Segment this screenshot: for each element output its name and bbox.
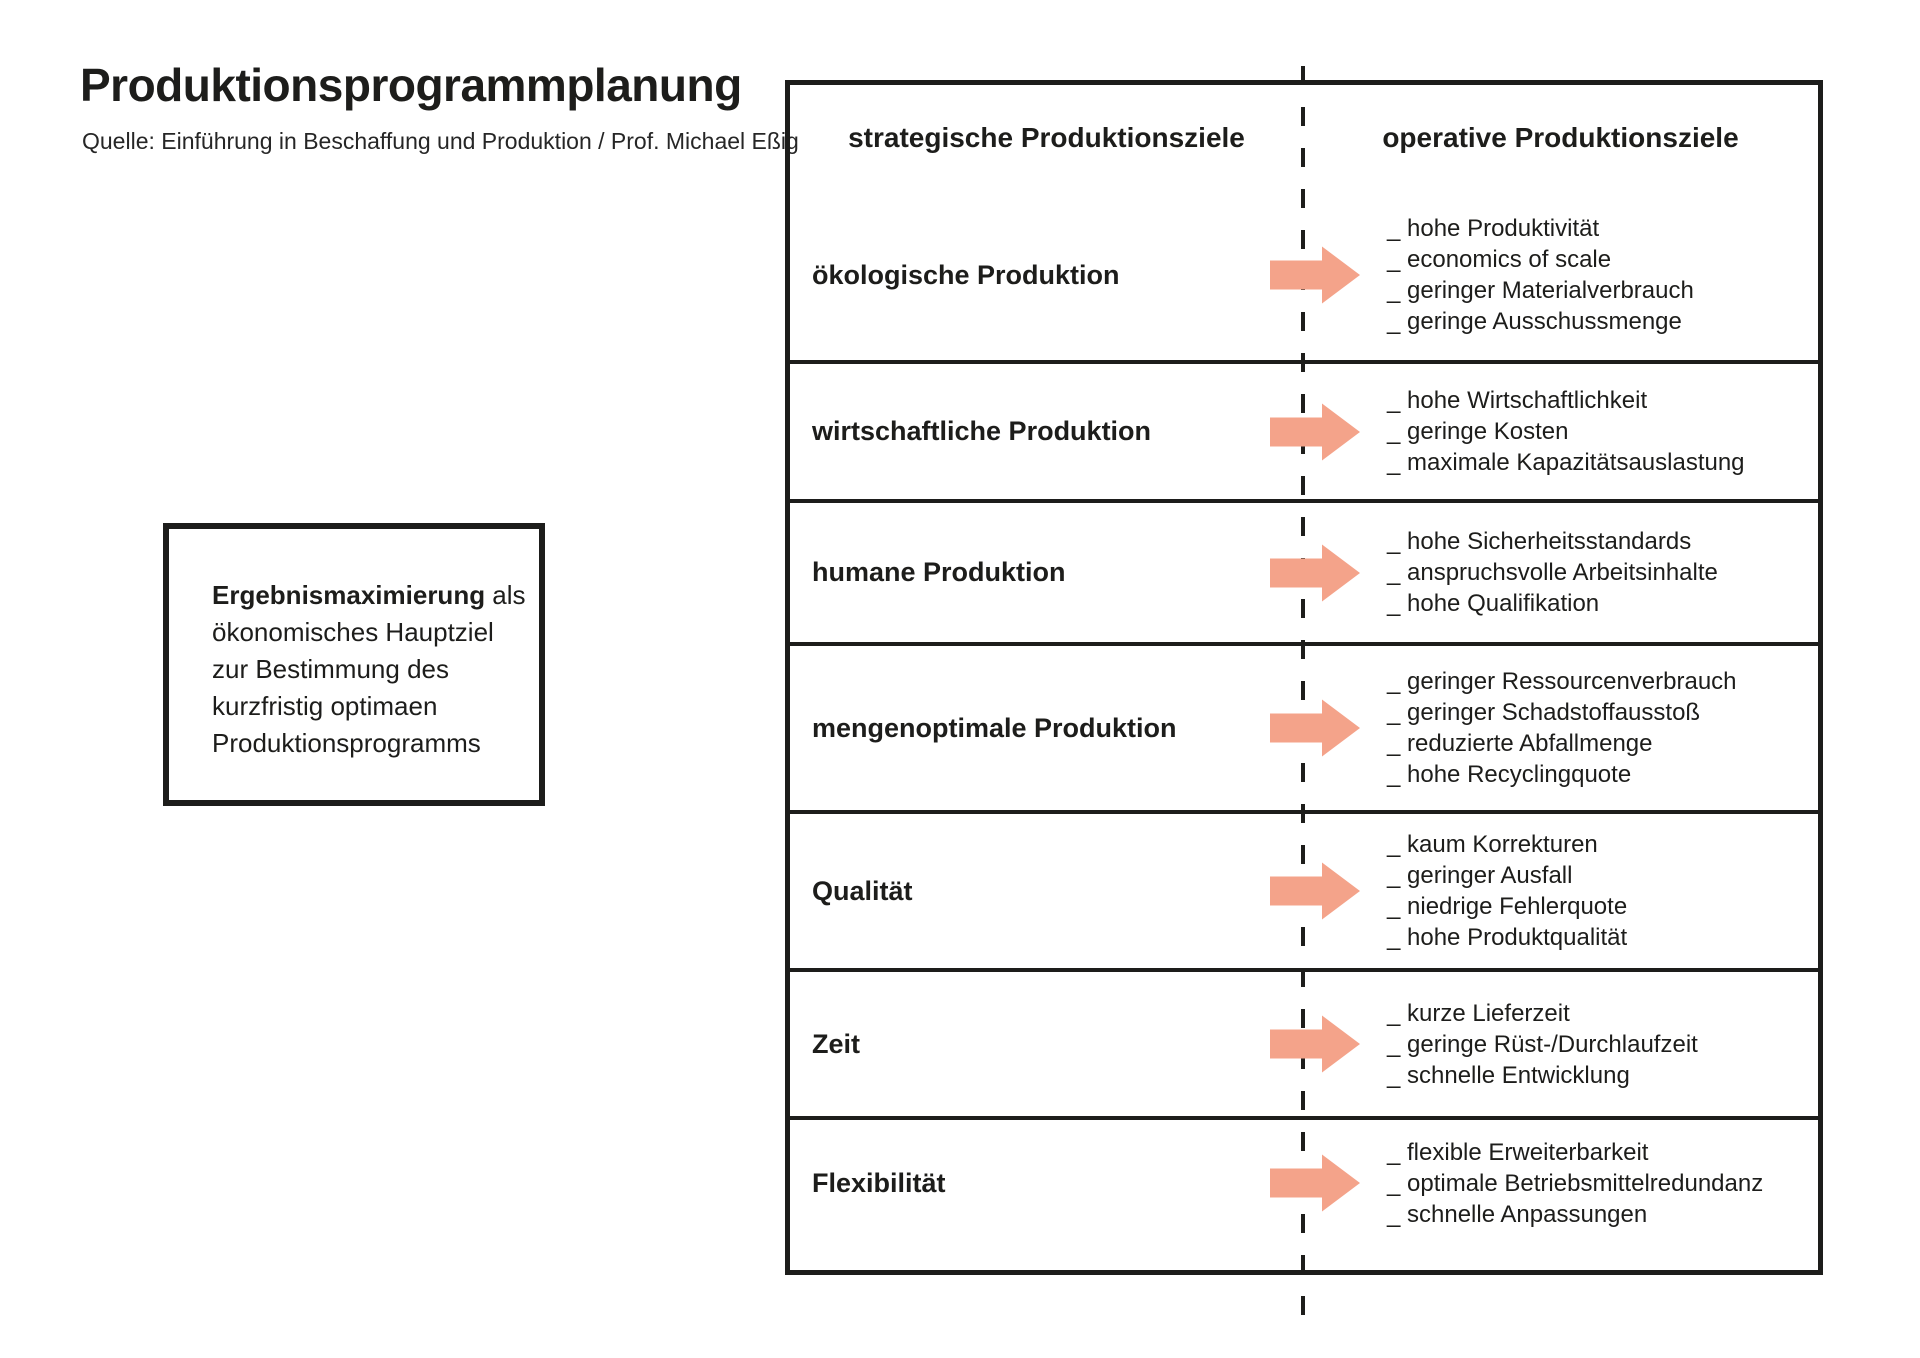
note-line: zur Bestimmung des <box>212 654 449 684</box>
operative-goal-list <box>1303 829 1818 953</box>
operative-goal-item: _ optimale Betriebsmittelredundanz <box>1387 1169 1764 1197</box>
operative-goal-item: _ hohe Recyclingquote <box>1387 761 1632 788</box>
operative-goal-item: _ hohe Sicherheitsstandards <box>1387 528 1692 555</box>
operative-goal-list <box>1303 526 1818 619</box>
arrow-right-icon <box>1270 403 1360 460</box>
operative-goal-item: _ hohe Produktqualität <box>1387 924 1628 951</box>
arrow-right-icon <box>1270 247 1360 304</box>
arrow-right-icon <box>1270 700 1360 757</box>
note-text <box>212 577 539 762</box>
operative-goal-item: _ schnelle Anpassungen <box>1387 1200 1648 1228</box>
strategic-goal-label: mengenoptimale Produktion <box>812 712 1177 743</box>
arrow-right-icon <box>1270 1155 1360 1212</box>
note-line: ökonomisches Hauptziel <box>212 617 494 647</box>
operative-goal-item: _ schnelle Entwicklung <box>1387 1061 1630 1089</box>
table-header-operative: operative Produktionsziele <box>1382 121 1739 153</box>
strategic-goal-label: ökologische Produktion <box>812 259 1120 290</box>
note-box <box>163 523 545 806</box>
operative-goal-item: _ hohe Qualifikation <box>1387 590 1600 617</box>
strategic-goal-label: Zeit <box>812 1028 861 1059</box>
operative-goal-item: _ maximale Kapazitätsauslastung <box>1387 449 1745 476</box>
strategic-goal-label: Flexibilität <box>812 1167 946 1198</box>
operative-goal-item: _ niedrige Fehlerquote <box>1387 893 1628 920</box>
operative-goal-list <box>1303 1137 1818 1230</box>
note-emphasis: Ergebnismaximierung <box>212 580 486 610</box>
note-line: Produktionsprogramms <box>212 728 481 758</box>
page-title: Produktionsprogrammplanung <box>80 59 742 111</box>
note-line: kurzfristig optimaen <box>212 691 438 721</box>
arrow-right-icon <box>1270 1016 1360 1073</box>
operative-goal-item: _ flexible Erweiterbarkeit <box>1387 1138 1649 1166</box>
operative-goal-item: _ geringer Materialverbrauch <box>1387 277 1694 304</box>
operative-goal-item: _ geringe Rüst-/Durchlaufzeit <box>1387 1030 1698 1058</box>
arrow-right-icon <box>1270 863 1360 920</box>
operative-goal-list <box>1303 213 1818 337</box>
note-first-line-rest: als <box>485 580 526 610</box>
strategic-goal-label: Qualität <box>812 875 913 906</box>
operative-goal-list <box>1303 998 1818 1091</box>
operative-goal-item: _ geringe Ausschussmenge <box>1387 308 1682 335</box>
operative-goal-item: _ reduzierte Abfallmenge <box>1387 730 1653 757</box>
operative-goal-item: _ kurze Lieferzeit <box>1387 999 1570 1027</box>
operative-goal-item: _ kaum Korrekturen <box>1387 831 1598 858</box>
source-line: Quelle: Einführung in Beschaffung und Produktion / Prof. Michael Eßig <box>82 128 799 154</box>
operative-goal-item: _ geringer Ressourcenverbrauch <box>1387 668 1737 695</box>
operative-goal-list <box>1303 666 1818 790</box>
operative-goal-item: _ geringer Ausfall <box>1387 862 1573 889</box>
operative-goal-item: _ economics of scale <box>1387 246 1612 273</box>
strategic-goal-label: humane Produktion <box>812 557 1066 588</box>
arrow-right-icon <box>1270 544 1360 601</box>
operative-goal-item: _ geringe Kosten <box>1387 418 1569 445</box>
operative-goal-item: _ geringer Schadstoffausstoß <box>1387 699 1701 726</box>
operative-goal-item: _ hohe Wirtschaftlichkeit <box>1387 387 1648 414</box>
operative-goal-list <box>1303 385 1818 478</box>
operative-goal-item: _ anspruchsvolle Arbeitsinhalte <box>1387 559 1718 586</box>
strategic-goal-label: wirtschaftliche Produktion <box>812 416 1152 447</box>
table-header-strategic: strategische Produktionsziele <box>848 121 1245 153</box>
operative-goal-item: _ hohe Produktivität <box>1387 215 1600 242</box>
